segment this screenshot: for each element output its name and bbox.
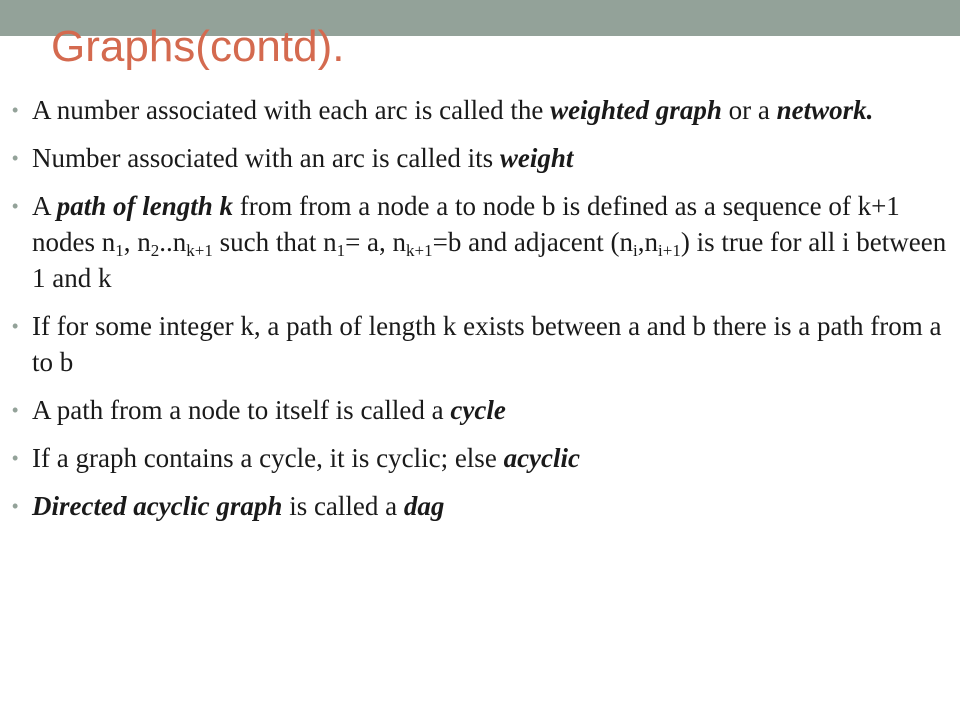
bullet-text: A path from a node to itself is called a (32, 395, 451, 425)
bullet-text: such that n (212, 227, 337, 257)
subscript: 1 (115, 241, 124, 260)
emphasis-text: dag (403, 491, 445, 521)
bullet-list (12, 92, 952, 536)
bullet-text: from from a node a to node b is defined as a sequence of k+1 nodes n (32, 191, 900, 257)
bullet-text: =b and adjacent (n (432, 227, 634, 257)
bullet-item (12, 140, 952, 176)
slide-title: Graphs(contd). (51, 22, 345, 71)
bullet-text: = a, n (345, 227, 407, 257)
bullet-text: A number associated with each arc is called the (32, 95, 551, 125)
bullet-icon: • (12, 148, 19, 168)
bullet-item (12, 440, 952, 476)
subscript: 2 (150, 241, 160, 260)
emphasis-text: weight (499, 143, 574, 173)
bullet-text: is called a (282, 491, 404, 521)
bullet-text: ) is true for all i between 1 and k (32, 227, 947, 293)
bullet-item (12, 92, 952, 128)
emphasis-text: cycle (450, 395, 506, 425)
subscript: i (633, 241, 638, 260)
emphasis-text: weighted graph (550, 95, 722, 125)
emphasis-text: network. (776, 95, 874, 125)
bullet-item (12, 188, 952, 296)
bullet-icon: • (12, 496, 19, 516)
subscript: 1 (336, 241, 346, 260)
bullet-text: , n (123, 227, 151, 257)
bullet-text: ..n (159, 227, 187, 257)
bullet-item (12, 308, 952, 380)
emphasis-text: acyclic (503, 443, 581, 473)
bullet-text: or a (721, 95, 777, 125)
bullet-icon: • (12, 196, 19, 216)
bullet-text: A (32, 191, 57, 221)
bullet-text: If a graph contains a cycle, it is cyclic; else (32, 443, 504, 473)
bullet-item (12, 488, 952, 524)
bullet-icon: • (12, 448, 19, 468)
bullet-icon: • (12, 100, 19, 120)
bullet-text: If for some integer k, a path of length k exists between a and b there is a path from a to b (32, 311, 942, 377)
bullet-icon: • (12, 316, 19, 336)
subscript: i+1 (658, 241, 681, 260)
subscript: k+1 (406, 241, 433, 260)
emphasis-text: Directed acyclic graph (32, 491, 283, 521)
subscript: k+1 (186, 241, 213, 260)
bullet-icon: • (12, 400, 19, 420)
bullet-text: ,n (637, 227, 659, 257)
bullet-text: Number associated with an arc is called its (32, 143, 500, 173)
emphasis-text: path of length k (56, 191, 234, 221)
bullet-item (12, 392, 952, 428)
